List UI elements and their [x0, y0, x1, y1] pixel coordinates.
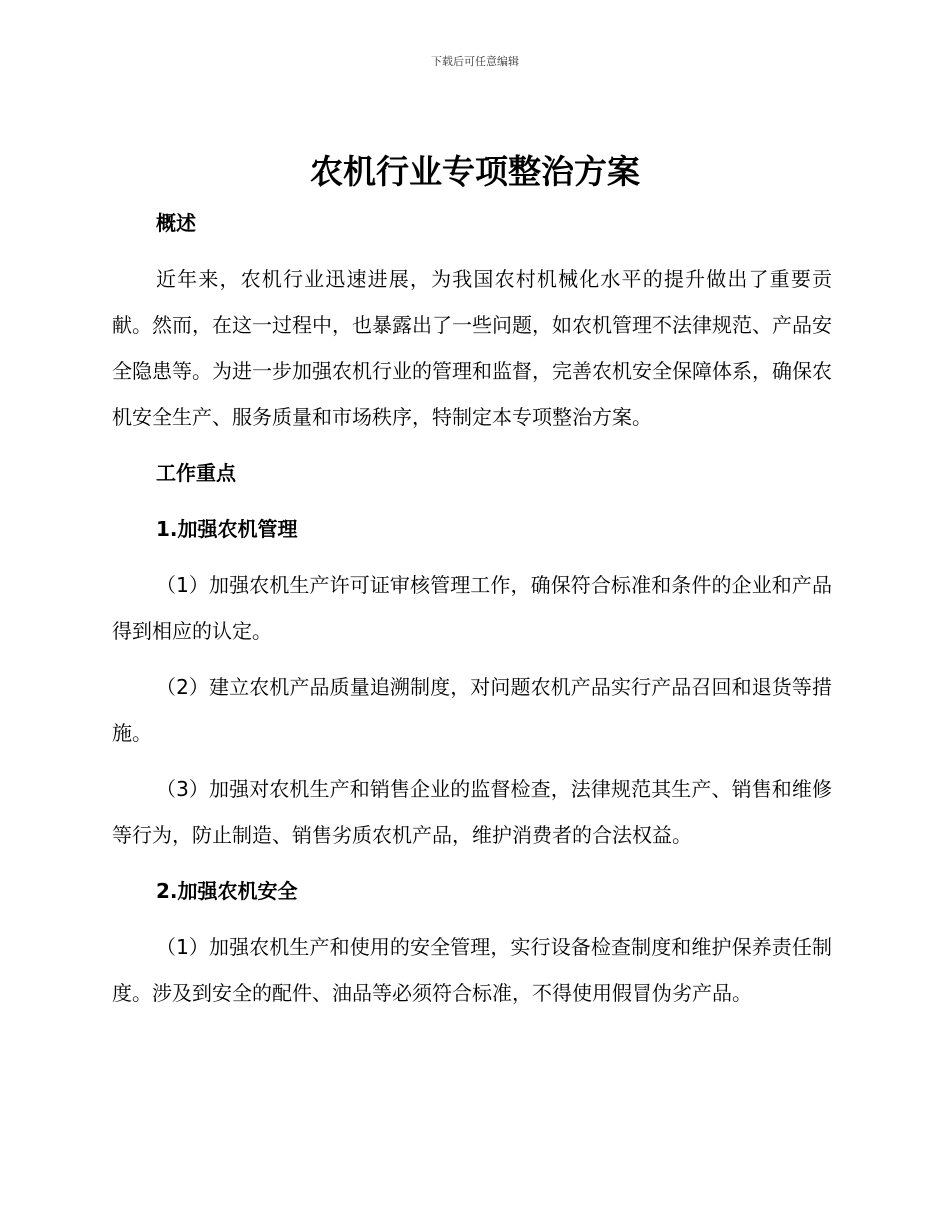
overview-heading: 概述	[156, 211, 196, 235]
sub1-item-1: （1）加强农机生产许可证审核管理工作，确保符合标准和条件的企业和产品得到相应的认定。	[112, 573, 832, 643]
sub1-item-2: （2）建立农机产品质量追溯制度，对问题农机产品实行产品召回和退货等措施。	[112, 675, 832, 745]
sub2-heading: 2.加强农机安全	[156, 879, 298, 903]
document-body	[112, 200, 832, 1016]
overview-paragraph: 近年来，农机行业迅速进展，为我国农村机械化水平的提升做出了重要贡献。然而，在这一过程中，也暴露出了一些问题，如农机管理不法律规范、产品安全隐患等。为进一步加强农机行业的管理和监督，完善农机安全保障体系，确保农机安全生产、服务质量和市场秩序，特制定本专项整治方案。	[112, 267, 832, 429]
document-title: 农机行业专项整治方案	[310, 152, 640, 191]
sub2-item-1: （1）加强农机生产和使用的安全管理，实行设备检查制度和维护保养责任制度。涉及到安全的配件、油品等必须符合标准，不得使用假冒伪劣产品。	[112, 935, 832, 1005]
sub1-item-3: （3）加强对农机生产和销售企业的监督检查，法律规范其生产、销售和维修等行为，防止制造、销售劣质农机产品，维护消费者的合法权益。	[112, 777, 832, 847]
header-note: 下载后可任意编辑	[431, 55, 519, 68]
focus-heading: 工作重点	[156, 461, 236, 485]
sub1-heading: 1.加强农机管理	[156, 517, 298, 541]
